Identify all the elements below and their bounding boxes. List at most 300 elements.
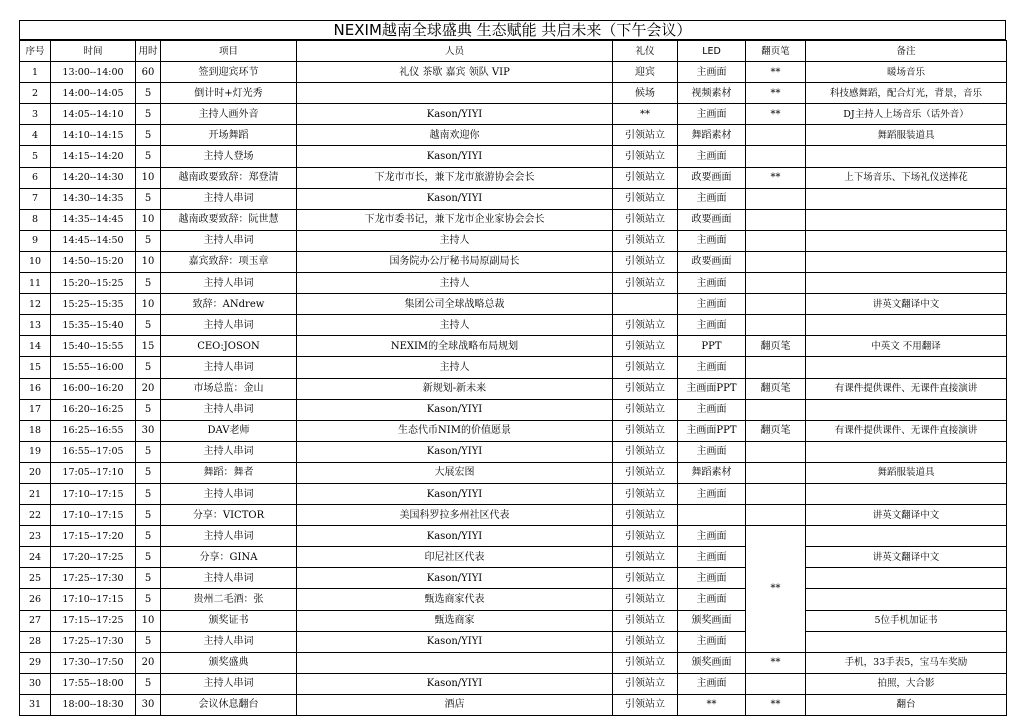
row-no: 28	[20, 631, 51, 652]
row-note: 翻台	[806, 694, 1007, 715]
row-time: 14:30--14:35	[51, 188, 136, 209]
row-item: 嘉宾致辞：项玉章	[161, 251, 297, 272]
table-row	[20, 378, 1007, 399]
row-pen	[746, 251, 806, 272]
row-time: 14:10--14:15	[51, 125, 136, 146]
row-etiquette: 引领站立	[613, 505, 678, 526]
table-row	[20, 441, 1007, 462]
row-led: 政要画面	[678, 251, 746, 272]
row-etiquette: 引领站立	[613, 251, 678, 272]
row-pen: **	[746, 652, 806, 673]
row-time: 15:25--15:35	[51, 294, 136, 315]
row-duration: 20	[136, 378, 161, 399]
row-item: 主持人串词	[161, 483, 297, 504]
row-etiquette: 引领站立	[613, 441, 678, 462]
row-led	[678, 505, 746, 526]
row-note: 舞蹈服装道具	[806, 462, 1007, 483]
row-no: 12	[20, 294, 51, 315]
row-note	[806, 315, 1007, 336]
row-item: 致辞：ANdrew	[161, 294, 297, 315]
table-row	[20, 294, 1007, 315]
row-note: 手机，33手表5，宝马车奖励	[806, 652, 1007, 673]
row-duration: 10	[136, 294, 161, 315]
row-led: 主画面	[678, 357, 746, 378]
row-people: Kason/YIYI	[297, 526, 613, 547]
row-time: 15:35--15:40	[51, 315, 136, 336]
row-note: 有课件提供课件、无课件直接演讲	[806, 378, 1007, 399]
row-time: 17:15--17:20	[51, 526, 136, 547]
row-duration: 5	[136, 146, 161, 167]
row-led: 颁奖画面	[678, 610, 746, 631]
row-etiquette: 引领站立	[613, 357, 678, 378]
row-note: 讲英文翻译中文	[806, 505, 1007, 526]
row-no: 3	[20, 104, 51, 125]
row-no: 23	[20, 526, 51, 547]
table-row	[20, 483, 1007, 504]
row-duration: 5	[136, 104, 161, 125]
table-row	[20, 420, 1007, 441]
row-time: 18:00--18:30	[51, 694, 136, 715]
row-item: 贵州二毛酒：张	[161, 589, 297, 610]
row-no: 14	[20, 336, 51, 357]
row-no: 2	[20, 83, 51, 104]
row-note	[806, 188, 1007, 209]
row-pen	[746, 273, 806, 294]
row-item: 主持人画外音	[161, 104, 297, 125]
row-led: 主画面	[678, 526, 746, 547]
row-pen: **	[746, 694, 806, 715]
table-row	[20, 251, 1007, 272]
row-item: 主持人串词	[161, 526, 297, 547]
row-item: 分享：GINA	[161, 547, 297, 568]
row-led: 主画面	[678, 146, 746, 167]
row-time: 16:20--16:25	[51, 399, 136, 420]
row-etiquette: 引领站立	[613, 483, 678, 504]
row-time: 15:40--15:55	[51, 336, 136, 357]
row-no: 15	[20, 357, 51, 378]
table-row	[20, 167, 1007, 188]
row-duration: 10	[136, 209, 161, 230]
row-etiquette: **	[613, 104, 678, 125]
row-time: 17:05--17:10	[51, 462, 136, 483]
row-people: Kason/YIYI	[297, 188, 613, 209]
table-row	[20, 209, 1007, 230]
row-pen: 翻页笔	[746, 336, 806, 357]
row-pen	[746, 483, 806, 504]
row-item: CEO:JOSON	[161, 336, 297, 357]
row-item: 主持人串词	[161, 673, 297, 694]
row-led: 政要画面	[678, 209, 746, 230]
row-people	[297, 652, 613, 673]
table-row	[20, 505, 1007, 526]
row-no: 11	[20, 273, 51, 294]
row-duration: 15	[136, 336, 161, 357]
row-pen	[746, 505, 806, 526]
row-no: 24	[20, 547, 51, 568]
row-pen: 翻页笔	[746, 378, 806, 399]
row-led: 舞蹈素材	[678, 125, 746, 146]
table-row	[20, 610, 1007, 631]
row-no: 4	[20, 125, 51, 146]
row-time: 17:10--17:15	[51, 483, 136, 504]
table-row	[20, 273, 1007, 294]
row-led: 主画面	[678, 441, 746, 462]
row-led: 主画面	[678, 399, 746, 420]
row-pen	[746, 146, 806, 167]
row-etiquette: 引领站立	[613, 378, 678, 399]
row-people: 甄选商家代表	[297, 589, 613, 610]
row-people: 酒店	[297, 694, 613, 715]
row-note: 讲英文翻译中文	[806, 294, 1007, 315]
row-item: 主持人串词	[161, 273, 297, 294]
row-item: 越南政要致辞：阮世慧	[161, 209, 297, 230]
row-duration: 30	[136, 694, 161, 715]
row-time: 15:55--16:00	[51, 357, 136, 378]
row-people: 主持人	[297, 315, 613, 336]
row-time: 16:00--16:20	[51, 378, 136, 399]
table-row	[20, 462, 1007, 483]
row-led: 视频素材	[678, 83, 746, 104]
row-note	[806, 209, 1007, 230]
row-duration: 30	[136, 420, 161, 441]
row-no: 30	[20, 673, 51, 694]
row-led: 主画面	[678, 568, 746, 589]
row-people: 甄选商家	[297, 610, 613, 631]
table-row	[20, 315, 1007, 336]
row-pen	[746, 673, 806, 694]
row-duration: 10	[136, 251, 161, 272]
row-item: 市场总监：金山	[161, 378, 297, 399]
row-note	[806, 251, 1007, 272]
row-people: 印尼社区代表	[297, 547, 613, 568]
row-time: 14:00--14:05	[51, 83, 136, 104]
row-led: 主画面	[678, 315, 746, 336]
row-people: 越南欢迎你	[297, 125, 613, 146]
row-no: 29	[20, 652, 51, 673]
row-time: 17:25--17:30	[51, 568, 136, 589]
row-note	[806, 526, 1007, 547]
row-time: 14:05--14:10	[51, 104, 136, 125]
row-note: 上下场音乐、下场礼仪送捧花	[806, 167, 1007, 188]
sheet-title: NEXIM越南全球盛典 生态赋能 共启未来（下午会议）	[19, 20, 1006, 40]
row-no: 31	[20, 694, 51, 715]
row-people: 主持人	[297, 273, 613, 294]
table-row	[20, 62, 1007, 83]
row-pen: **	[746, 167, 806, 188]
row-etiquette: 引领站立	[613, 610, 678, 631]
row-note	[806, 230, 1007, 251]
row-pen: **	[746, 104, 806, 125]
row-duration: 5	[136, 125, 161, 146]
row-item: 舞蹈：舞者	[161, 462, 297, 483]
row-people: Kason/YIYI	[297, 441, 613, 462]
row-duration: 5	[136, 673, 161, 694]
row-etiquette: 引领站立	[613, 631, 678, 652]
row-duration: 5	[136, 547, 161, 568]
row-note	[806, 483, 1007, 504]
row-etiquette: 候场	[613, 83, 678, 104]
row-led: 主画面PPT	[678, 378, 746, 399]
row-time: 17:55--18:00	[51, 673, 136, 694]
row-no: 5	[20, 146, 51, 167]
row-time: 14:45--14:50	[51, 230, 136, 251]
row-people: Kason/YIYI	[297, 146, 613, 167]
row-no: 16	[20, 378, 51, 399]
row-item: 主持人串词	[161, 188, 297, 209]
row-people: 下龙市市长，兼下龙市旅游协会会长	[297, 167, 613, 188]
row-pen: **	[746, 83, 806, 104]
row-duration: 5	[136, 441, 161, 462]
row-duration: 5	[136, 462, 161, 483]
row-people: NEXIM的全球战略布局规划	[297, 336, 613, 357]
row-led: 颁奖画面	[678, 652, 746, 673]
row-etiquette: 引领站立	[613, 589, 678, 610]
table-row	[20, 526, 1007, 547]
row-note	[806, 357, 1007, 378]
row-led: 主画面	[678, 631, 746, 652]
row-people: Kason/YIYI	[297, 631, 613, 652]
row-duration: 5	[136, 273, 161, 294]
row-item: 倒计时+灯光秀	[161, 83, 297, 104]
row-led: 主画面	[678, 104, 746, 125]
row-item: 颁奖证书	[161, 610, 297, 631]
row-pen: 翻页笔	[746, 420, 806, 441]
row-duration: 5	[136, 188, 161, 209]
schedule-rows	[20, 62, 1007, 716]
row-led: 主画面	[678, 673, 746, 694]
row-no: 20	[20, 462, 51, 483]
header-row	[20, 41, 1007, 62]
row-note	[806, 631, 1007, 652]
row-etiquette: 引领站立	[613, 167, 678, 188]
row-no: 8	[20, 209, 51, 230]
row-people: Kason/YIYI	[297, 568, 613, 589]
row-etiquette: 迎宾	[613, 62, 678, 83]
row-led: 主画面	[678, 188, 746, 209]
header-cell-no: 序号	[20, 41, 51, 62]
row-etiquette: 引领站立	[613, 209, 678, 230]
row-etiquette: 引领站立	[613, 568, 678, 589]
row-people: Kason/YIYI	[297, 104, 613, 125]
row-item: 主持人串词	[161, 230, 297, 251]
row-no: 19	[20, 441, 51, 462]
header-cell-etiquette: 礼仪	[613, 41, 678, 62]
row-people: 新规划-新未来	[297, 378, 613, 399]
row-note: 讲英文翻译中文	[806, 547, 1007, 568]
row-etiquette: 引领站立	[613, 673, 678, 694]
row-duration: 5	[136, 526, 161, 547]
row-time: 14:20--14:30	[51, 167, 136, 188]
row-no: 13	[20, 315, 51, 336]
row-people: Kason/YIYI	[297, 673, 613, 694]
row-time: 14:50--15:20	[51, 251, 136, 272]
row-duration: 5	[136, 83, 161, 104]
row-note: 有课件提供课件、无课件直接演讲	[806, 420, 1007, 441]
row-item: 主持人串词	[161, 399, 297, 420]
row-pen: **	[746, 62, 806, 83]
row-time: 16:25--16:55	[51, 420, 136, 441]
row-duration: 5	[136, 483, 161, 504]
row-etiquette: 引领站立	[613, 420, 678, 441]
row-duration: 5	[136, 505, 161, 526]
row-people: 国务院办公厅秘书局原副局长	[297, 251, 613, 272]
row-etiquette: 引领站立	[613, 336, 678, 357]
row-item: 主持人串词	[161, 357, 297, 378]
table-row	[20, 547, 1007, 568]
row-time: 17:30--17:50	[51, 652, 136, 673]
row-item: 主持人串词	[161, 315, 297, 336]
row-no: 22	[20, 505, 51, 526]
row-etiquette: 引领站立	[613, 230, 678, 251]
row-no: 17	[20, 399, 51, 420]
row-no: 9	[20, 230, 51, 251]
header-cell-note: 备注	[806, 41, 1007, 62]
table-row	[20, 104, 1007, 125]
row-led: 主画面PPT	[678, 420, 746, 441]
row-duration: 60	[136, 62, 161, 83]
row-note: 舞蹈服装道具	[806, 125, 1007, 146]
row-no: 10	[20, 251, 51, 272]
row-no: 6	[20, 167, 51, 188]
table-row	[20, 357, 1007, 378]
schedule-sheet	[19, 20, 1006, 711]
row-people	[297, 83, 613, 104]
row-no: 21	[20, 483, 51, 504]
row-duration: 5	[136, 568, 161, 589]
row-pen	[746, 230, 806, 251]
row-time: 17:10--17:15	[51, 589, 136, 610]
row-pen	[746, 399, 806, 420]
row-time: 16:55--17:05	[51, 441, 136, 462]
row-no: 26	[20, 589, 51, 610]
row-pen	[746, 357, 806, 378]
table-row	[20, 230, 1007, 251]
header-cell-led: LED	[678, 41, 746, 62]
table-row	[20, 652, 1007, 673]
row-people: Kason/YIYI	[297, 483, 613, 504]
row-note: 科技感舞蹈，配合灯光，背景，音乐	[806, 83, 1007, 104]
row-time: 14:35--14:45	[51, 209, 136, 230]
header-cell-people: 人员	[297, 41, 613, 62]
row-etiquette: 引领站立	[613, 526, 678, 547]
row-etiquette: 引领站立	[613, 146, 678, 167]
row-people: 下龙市委书记，兼下龙市企业家协会会长	[297, 209, 613, 230]
table-row	[20, 631, 1007, 652]
row-time: 17:25--17:30	[51, 631, 136, 652]
row-pen	[746, 125, 806, 146]
row-note	[806, 589, 1007, 610]
row-people: Kason/YIYI	[297, 399, 613, 420]
row-pen	[746, 188, 806, 209]
row-no: 1	[20, 62, 51, 83]
row-no: 18	[20, 420, 51, 441]
row-led: 主画面	[678, 547, 746, 568]
row-etiquette: 引领站立	[613, 273, 678, 294]
row-etiquette: 引领站立	[613, 652, 678, 673]
row-item: 主持人登场	[161, 146, 297, 167]
row-note: 5位手机加证书	[806, 610, 1007, 631]
table-row	[20, 146, 1007, 167]
row-duration: 5	[136, 357, 161, 378]
row-led: 主画面	[678, 589, 746, 610]
row-time: 17:10--17:15	[51, 505, 136, 526]
row-item: 主持人串词	[161, 441, 297, 462]
row-duration: 5	[136, 399, 161, 420]
row-people: 礼仪 茶歇 嘉宾 领队 VIP	[297, 62, 613, 83]
row-note	[806, 146, 1007, 167]
row-etiquette: 引领站立	[613, 125, 678, 146]
row-item: 主持人串词	[161, 568, 297, 589]
row-pen	[746, 209, 806, 230]
row-item: DAV老师	[161, 420, 297, 441]
row-item: 主持人串词	[161, 631, 297, 652]
row-item: 分享：VICTOR	[161, 505, 297, 526]
row-people: 生态代币NIM的价值愿景	[297, 420, 613, 441]
row-duration: 10	[136, 610, 161, 631]
row-time: 14:15--14:20	[51, 146, 136, 167]
row-etiquette: 引领站立	[613, 399, 678, 420]
row-pen	[746, 315, 806, 336]
row-people: 大展宏图	[297, 462, 613, 483]
table-row	[20, 568, 1007, 589]
row-note: 中英文 不用翻译	[806, 336, 1007, 357]
row-note	[806, 399, 1007, 420]
row-note: 拍照，大合影	[806, 673, 1007, 694]
table-row	[20, 125, 1007, 146]
row-people: 美国科罗拉多州社区代表	[297, 505, 613, 526]
row-led: 主画面	[678, 483, 746, 504]
row-note	[806, 441, 1007, 462]
schedule-table	[19, 40, 1007, 716]
table-row	[20, 399, 1007, 420]
row-led: 主画面	[678, 294, 746, 315]
table-row	[20, 589, 1007, 610]
header-cell-item: 项目	[161, 41, 297, 62]
row-item: 越南政要致辞：郑登清	[161, 167, 297, 188]
row-led: 政要画面	[678, 167, 746, 188]
row-pen	[746, 294, 806, 315]
table-row	[20, 83, 1007, 104]
header-cell-pen: 翻页笔	[746, 41, 806, 62]
row-led: 主画面	[678, 62, 746, 83]
row-pen	[746, 462, 806, 483]
row-pen	[746, 441, 806, 462]
row-pen-merged: **	[746, 526, 806, 653]
row-time: 17:15--17:25	[51, 610, 136, 631]
table-row	[20, 188, 1007, 209]
row-item: 开场舞蹈	[161, 125, 297, 146]
row-duration: 10	[136, 167, 161, 188]
row-etiquette: 引领站立	[613, 547, 678, 568]
row-time: 15:20--15:25	[51, 273, 136, 294]
row-no: 27	[20, 610, 51, 631]
row-note	[806, 273, 1007, 294]
row-note	[806, 568, 1007, 589]
row-etiquette: 引领站立	[613, 315, 678, 336]
row-led: PPT	[678, 336, 746, 357]
row-duration: 5	[136, 589, 161, 610]
row-led: 主画面	[678, 273, 746, 294]
row-duration: 20	[136, 652, 161, 673]
row-duration: 5	[136, 230, 161, 251]
table-row	[20, 673, 1007, 694]
row-led: **	[678, 694, 746, 715]
row-etiquette	[613, 294, 678, 315]
row-item: 颁奖盛典	[161, 652, 297, 673]
row-people: 主持人	[297, 230, 613, 251]
row-led: 主画面	[678, 230, 746, 251]
row-item: 签到迎宾环节	[161, 62, 297, 83]
